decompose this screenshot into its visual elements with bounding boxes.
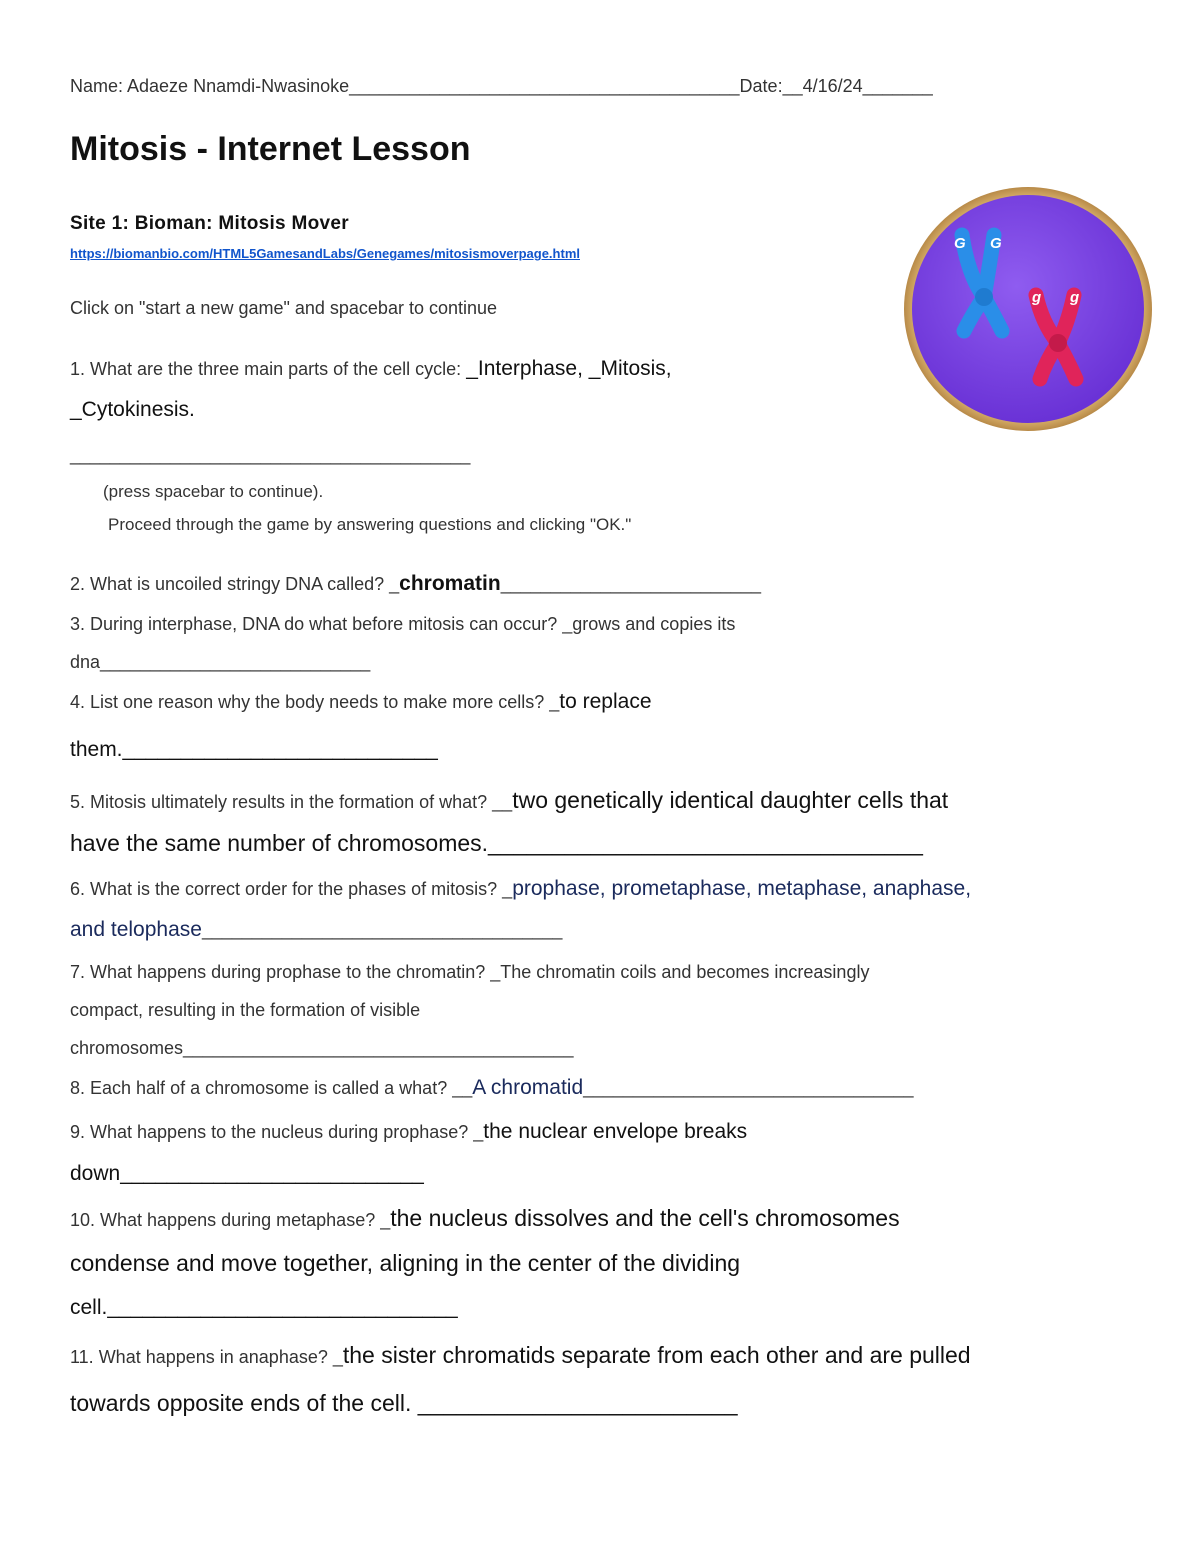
question-7-continued: chromosomes_______________________________________ (70, 1038, 574, 1058)
question-3-continued: dna___________________________ (70, 652, 371, 672)
answer-text: A chromatid (472, 1076, 584, 1099)
answer-blank: ________________________________________ (70, 445, 471, 465)
answer-text: _Cytokinesis. (70, 398, 195, 421)
cell-body (912, 195, 1144, 423)
answer-text: prophase, prometaphase, metaphase, anaphase, (512, 877, 972, 900)
note-text: (press spacebar to continue). (103, 482, 324, 501)
answer-text: and telophase (70, 918, 202, 941)
question-prompt: 11. What happens in anaphase? _ (70, 1347, 343, 1367)
answer-text: two genetically identical daughter cells that (512, 787, 949, 813)
question-5 (70, 787, 948, 814)
answer-blank: ____________________________________ (201, 920, 563, 940)
question-prompt: 4. List one reason why the body needs to make more cells? _ (70, 692, 560, 712)
answer-text: the nuclear envelope breaks (483, 1120, 748, 1143)
question-4 (70, 690, 652, 714)
question-prompt: 8. Each half of a chromosome is called a what? __ (70, 1078, 473, 1098)
name-date-line: Name: Adaeze Nnamdi-Nwasinoke_______________________________________Date:__4/16/24_______ (70, 76, 933, 96)
question-10-continued: condense and move together, aligning in the center of the dividing (70, 1250, 741, 1276)
site-heading: Site 1: Bioman: Mitosis Mover (70, 213, 349, 234)
question-11-continued: towards opposite ends of the cell. _________________________ (70, 1390, 738, 1416)
answer-text: chromatin (399, 572, 501, 595)
question-4-continued: them.___________________________ (70, 738, 438, 761)
site-link[interactable]: https://biomanbio.com/HTML5GamesandLabs/Genegames/mitosismoverpage.html (70, 246, 580, 261)
question-9 (70, 1120, 747, 1144)
question-9-continued: down__________________________ (70, 1162, 424, 1185)
question-5-continued: have the same number of chromosomes.__________________________________ (70, 830, 923, 856)
question-prompt: 5. Mitosis ultimately results in the formation of what? __ (70, 792, 513, 812)
question-1 (70, 357, 672, 381)
allele-label: g (1032, 289, 1042, 306)
page-title: Mitosis - Internet Lesson (70, 130, 471, 168)
answer-blank: _________________________________ (583, 1078, 914, 1098)
answer-blank: __________________________ (500, 574, 761, 594)
question-10 (70, 1205, 900, 1232)
allele-label: g (1070, 289, 1080, 306)
answer-text: the nucleus dissolves and the cell's chromosomes (390, 1205, 900, 1231)
question-2 (70, 572, 761, 596)
question-prompt: 9. What happens to the nucleus during prophase? _ (70, 1122, 484, 1142)
allele-label: G (954, 235, 966, 252)
question-prompt: 10. What happens during metaphase? _ (70, 1210, 391, 1230)
question-6 (70, 877, 971, 901)
question-8 (70, 1076, 913, 1100)
question-11 (70, 1342, 971, 1369)
question-10-continued: cell.______________________________ (70, 1296, 458, 1319)
answer-text: to replace (559, 690, 652, 713)
allele-label: G (990, 235, 1002, 252)
instruction-text: Click on "start a new game" and spacebar to continue (70, 298, 498, 318)
question-1-continued (70, 398, 195, 422)
question-6-continued (70, 918, 562, 942)
note-text: Proceed through the game by answering questions and clicking "OK." (108, 515, 632, 534)
question-3: 3. During interphase, DNA do what before mitosis can occur? _grows and copies its (70, 614, 736, 634)
question-7-continued: compact, resulting in the formation of visible (70, 1000, 421, 1020)
question-prompt: 6. What is the correct order for the phases of mitosis? _ (70, 879, 513, 899)
cell-chromosome-illustration (902, 185, 1154, 433)
question-prompt: 2. What is uncoiled stringy DNA called? _ (70, 574, 400, 594)
answer-text: _Interphase, _Mitosis, (466, 357, 672, 380)
question-7: 7. What happens during prophase to the chromatin? _The chromatin coils and becomes increasingly (70, 962, 870, 982)
question-prompt: 1. What are the three main parts of the cell cycle: (70, 359, 467, 379)
answer-text: the sister chromatids separate from each other and are pulled (342, 1342, 971, 1368)
